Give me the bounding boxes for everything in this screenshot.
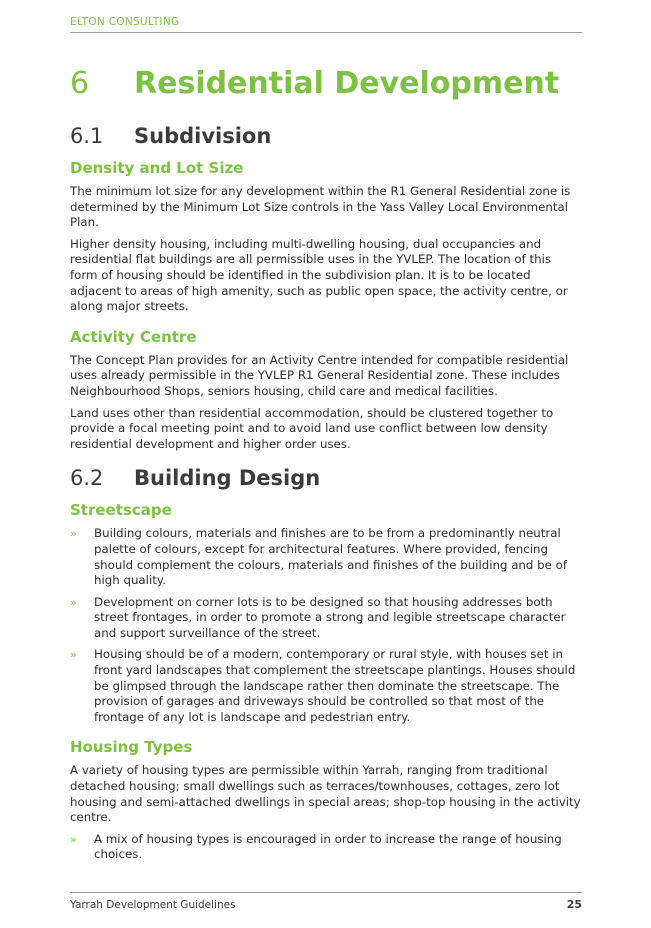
section-title: Subdivision — [134, 124, 272, 148]
list-item — [70, 595, 582, 642]
header-company: ELTON CONSULTING — [70, 16, 180, 28]
list-item-text: Housing should be of a modern, contemporary or rural style, with houses set in front yard landscapes that complement the streetscape plantings. Houses should be glimpsed through the landscape rather then dominate the streetscape. The provision of garages and driveways should be controlled so that most of the frontage of any lot is landscape and pedestrian entry. — [94, 647, 576, 724]
paragraph: The minimum lot size for any development within the R1 General Residential zone is determined by the Minimum Lot Size controls in the Yass Valley Local Environmental Plan. — [70, 184, 571, 230]
paragraph: Higher density housing, including multi-dwelling housing, dual occupancies and residential flat buildings are all permissible uses in the YVLEP. The location of this form of housing should be identified in the subdivision plan. It is to be located adjacent to areas of high amenity, such as public open space, the activity centre, or along major streets. — [70, 236, 568, 314]
header-rule — [70, 32, 582, 33]
housing-list — [70, 832, 582, 863]
section-number: 6.2 — [70, 466, 104, 491]
footer-document-title: Yarrah Development Guidelines — [70, 899, 236, 911]
list-item — [70, 526, 582, 588]
list-item-text: Building colours, materials and finishes are to be from a predominantly neutral palette of colours, except for architectural features. Where provided, fencing should complement the colours, materials and finishes of the building and be of high quality. — [94, 526, 568, 588]
subheading-housing-types: Housing Types — [70, 738, 193, 757]
section-heading-building-design — [70, 466, 582, 496]
page-number: 25 — [566, 898, 582, 911]
paragraph: A variety of housing types are permissible within Yarrah, ranging from traditional detached housing; small dwellings such as terraces/townhouses, cottages, zero lot housing and semi-attached dwellings in special areas; shop-top housing in the activity centre. — [70, 763, 581, 825]
paragraph: The Concept Plan provides for an Activity Centre intended for compatible residential uses already permissible in the YVLEP R1 General Residential zone. These includes Neighbourhood Shops, seniors housing, child care and medical facilities. — [70, 352, 569, 398]
list-item — [70, 832, 582, 863]
bullet-mark: » — [70, 527, 77, 541]
bullet-mark: » — [70, 595, 77, 609]
chapter-number: 6 — [70, 66, 90, 101]
section-title: Building Design — [134, 466, 321, 491]
list-item-text: Development on corner lots is to be designed so that housing addresses both street frontages, in order to promote a strong and legible streetscape character and support surveillance of the street. — [94, 594, 566, 640]
footer-rule — [70, 892, 582, 893]
chapter-heading — [70, 66, 582, 114]
subheading-activity-centre: Activity Centre — [70, 327, 197, 346]
paragraph: Land uses other than residential accommodation, should be clustered together to provide a focal meeting point and to avoid land use conflict between low density residential development and higher order uses. — [70, 405, 554, 451]
list-item — [70, 647, 582, 725]
list-item-text: A mix of housing types is encouraged in order to increase the range of housing choices. — [94, 831, 562, 862]
section-heading-subdivision — [70, 124, 582, 154]
bullet-mark: » — [70, 832, 77, 846]
streetscape-list — [70, 526, 582, 725]
bullet-mark: » — [70, 648, 77, 662]
chapter-title: Residential Development — [134, 66, 560, 101]
subheading-streetscape: Streetscape — [70, 501, 172, 520]
section-number: 6.1 — [70, 124, 104, 148]
subheading-density: Density and Lot Size — [70, 159, 244, 177]
page-content — [70, 66, 582, 869]
